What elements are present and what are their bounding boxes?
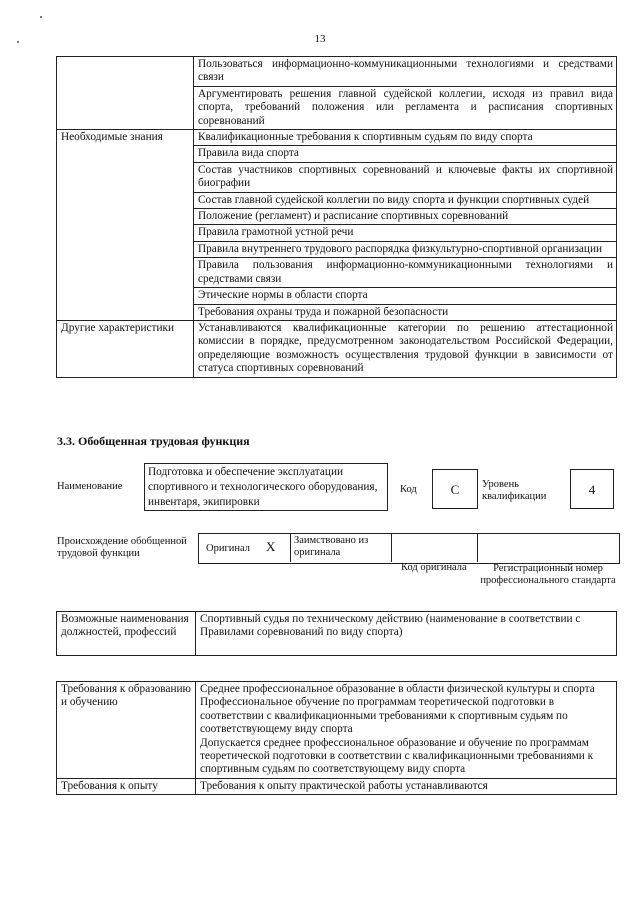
row-text: Правила пользования информационно-коммуникационными технологиями и средствами связи	[194, 258, 617, 288]
row-label	[57, 304, 194, 320]
row-label	[57, 162, 194, 192]
row-label	[57, 146, 194, 162]
table-row	[57, 304, 617, 320]
level-label: Уровень квалификации	[482, 479, 547, 502]
original-label: Оригинал	[206, 543, 250, 554]
row-text: Правила внутреннего трудового распорядка физкультурно-спортивной организации	[194, 241, 617, 257]
row-label	[57, 241, 194, 257]
row-text: Состав участников спортивных соревнований и ключевые факты их спортивной биографии	[194, 162, 617, 192]
original-mark: X	[266, 539, 276, 554]
positions-value: Спортивный судья по техническому действию (наименование в соответствии с Правилами соревнований по виду спорта)	[196, 612, 617, 656]
table-row	[57, 57, 617, 87]
level-value: 4	[570, 469, 614, 509]
education-items	[196, 682, 617, 779]
table-row	[57, 162, 617, 192]
row-text: Аргументировать решения главной судейской коллегии, исходя из правил вида спорта, требований положения или регламента и расписания спортивных соревнований	[194, 86, 617, 129]
name-label: Наименование	[57, 481, 123, 492]
page-number: 13	[314, 33, 326, 45]
table-row	[57, 258, 617, 288]
table-row	[57, 778, 617, 794]
origin-box	[198, 533, 620, 564]
row-label	[57, 288, 194, 304]
origin-label: Происхождение обобщенной трудовой функции	[57, 536, 187, 559]
row-text: Устанавливаются квалификационные категории по решению аттестационной комиссии в порядке, предусмотренном законодательством Российской Федерации, определяющие возможность осуществления трудовой функции в зависимости от статуса спортивных соревнований	[194, 320, 617, 377]
table-row	[57, 86, 617, 129]
education-item: Допускается среднее профессиональное образование и обучение по программам теоретической подготовки в соответствии с квалификационными требованиями к спортивным судьям по соответствующему виду спорта	[200, 736, 594, 776]
table-row	[57, 241, 617, 257]
row-text: Пользоваться информационно-коммуникационными технологиями и средствами связи	[194, 57, 617, 87]
table-row	[57, 209, 617, 225]
row-label	[57, 86, 194, 129]
divider	[477, 533, 478, 562]
row-label	[57, 192, 194, 208]
education-item: Профессиональное обучение по программам теоретической подготовки в соответствии с квалификационными требованиями к спортивным судьям по соответствующему виду спорта	[200, 696, 568, 736]
divider	[391, 533, 392, 562]
table-row	[57, 225, 617, 241]
skills-knowledge-table	[56, 56, 617, 378]
education-label: Требования к образованию и обучению	[57, 682, 196, 779]
row-label-other: Другие характеристики	[57, 320, 194, 377]
positions-table	[56, 611, 617, 656]
code-label: Код	[400, 484, 417, 495]
table-row	[57, 320, 617, 377]
row-label-knowledge: Необходимые знания	[57, 130, 194, 146]
requirements-table	[56, 681, 617, 795]
row-label	[57, 209, 194, 225]
table-row	[57, 130, 617, 146]
table-row	[57, 612, 617, 656]
row-text: Правила грамотной устной речи	[194, 225, 617, 241]
name-value: Подготовка и обеспечение эксплуатации спортивного и технологического оборудования, инвентаря, экипировки	[144, 463, 388, 511]
row-label	[57, 225, 194, 241]
experience-label: Требования к опыту	[57, 778, 196, 794]
code-value: С	[432, 469, 478, 509]
row-label	[57, 57, 194, 87]
table-row	[57, 682, 617, 779]
row-text: Состав главной судейской коллегии по виду спорта и функции спортивных судей	[194, 192, 617, 208]
row-text: Положение (регламент) и расписание спортивных соревнований	[194, 209, 617, 225]
positions-label: Возможные наименования должностей, профессий	[57, 612, 196, 656]
table-row	[57, 288, 617, 304]
education-item: Среднее профессиональное образование в области физической культуры и спорта	[200, 683, 595, 695]
table-row	[57, 146, 617, 162]
divider	[290, 533, 291, 562]
code-original-caption: Код оригинала	[401, 562, 467, 573]
table-row	[57, 192, 617, 208]
reg-number-caption: Регистрационный номер профессионального стандарта	[480, 563, 616, 586]
experience-value: Требования к опыту практической работы устанавливаются	[196, 778, 617, 794]
row-label	[57, 258, 194, 288]
row-text: Квалификационные требования к спортивным судьям по виду спорта	[194, 130, 617, 146]
section-title: 3.3. Обобщенная трудовая функция	[57, 434, 250, 448]
borrowed-label: Заимствовано из оригинала	[294, 535, 369, 558]
scan-speck	[40, 16, 42, 18]
row-text: Требования охраны труда и пожарной безопасности	[194, 304, 617, 320]
row-text: Правила вида спорта	[194, 146, 617, 162]
row-text: Этические нормы в области спорта	[194, 288, 617, 304]
